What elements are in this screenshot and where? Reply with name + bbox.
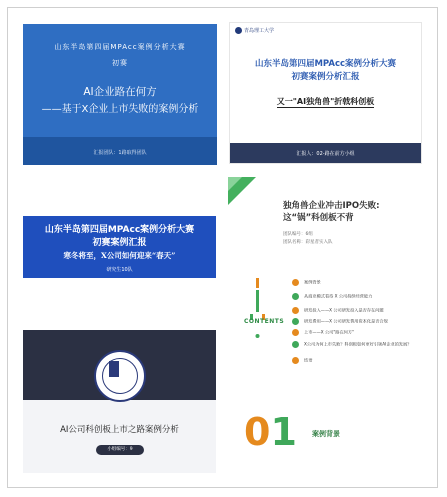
contents-decoration-icon xyxy=(240,276,275,341)
contents-number-badge xyxy=(292,279,299,286)
light-green-corner-decoration xyxy=(228,177,242,191)
slide-4-team-number: 团队编号：6组 xyxy=(283,232,313,237)
contents-number-badge xyxy=(292,341,299,348)
slide-thumbnail-1[interactable] xyxy=(23,24,217,165)
slide-4-title-line2: 这“锅”科创板不背 xyxy=(283,213,354,223)
university-emblem-icon xyxy=(235,27,242,34)
slide-4-title-line1: 独角兽企业冲击IPO失败: xyxy=(283,201,380,211)
slide-1-title-line1: AI企业路在何方 xyxy=(83,86,157,98)
slide-2-title-line1: 山东半岛第四届MPAcc案例分析大赛 xyxy=(254,59,397,69)
seal-inner-ring xyxy=(102,358,138,394)
slide-6-team-pill: 小组编号：9 xyxy=(96,445,144,455)
section-number: 01 xyxy=(244,410,297,454)
slide-3-group: 研究生10队 xyxy=(106,267,133,273)
contents-number-badge xyxy=(292,318,299,325)
contents-item: 从商业模式看待 X 公司持续经营能力 xyxy=(292,293,372,301)
slide-1-header-line2: 初赛 xyxy=(112,59,128,67)
slide-thumbnail-7[interactable] xyxy=(230,402,422,474)
slide-1-title-line2: ——基于X企业上市失败的案例分析 xyxy=(41,104,199,115)
contents-item: 研发费用——X 公司研发费用资本化是否合规 xyxy=(292,318,388,326)
slide-3-title-line2: 初赛案例汇报 xyxy=(92,238,147,248)
contents-number-badge xyxy=(292,307,299,314)
contents-number-badge xyxy=(292,293,299,300)
contents-heading: CONTENTS xyxy=(244,318,285,325)
slide-6-title: AI公司科创板上市之路案例分析 xyxy=(60,425,179,435)
contents-number-badge xyxy=(292,357,299,364)
contents-item: X公司为何上市失败？科创板如何更好引领AI企业的发展？ xyxy=(292,341,411,349)
contents-number-badge xyxy=(292,329,299,336)
slide-3-title-line1: 山东半岛第四届MPAcc案例分析大赛 xyxy=(44,225,195,235)
contents-item: 上市——X 公司"路在何方" xyxy=(292,329,354,337)
slide-thumbnail-6[interactable] xyxy=(23,330,216,473)
university-logo-text: 青岛理工大学 xyxy=(244,28,275,34)
slide-4-team-name: 团队名称：彩星者实入队 xyxy=(283,240,333,245)
contents-item: 研发投入——X 公司研发投入是否存在问题 xyxy=(292,307,384,315)
slide-3-slogan: 寒冬将至，X公司如何迎来“春天” xyxy=(63,251,176,260)
slide-2-subtitle: 又一"AI独角兽"折戟科创板 xyxy=(276,97,375,106)
slide-2-footer-text: 汇报人：02-路在前方小组 xyxy=(296,151,355,157)
section-label: 案例背景 xyxy=(312,430,340,438)
seal-building-icon xyxy=(109,361,119,377)
contents-item: 结语 xyxy=(292,357,312,365)
slide-thumbnail-5[interactable] xyxy=(230,273,422,385)
slide-1-footer-text: 汇报团队：1路取得团队 xyxy=(93,150,147,156)
university-seal-icon xyxy=(94,350,146,402)
slide-thumbnail-2[interactable] xyxy=(229,22,422,164)
slide-1-header-line1: 山东半岛第四届MPAcc案例分析大赛 xyxy=(54,43,186,51)
slide-thumbnail-3[interactable] xyxy=(23,178,216,320)
university-logo xyxy=(235,27,274,34)
slide-2-title-line2: 初赛案例分析汇报 xyxy=(291,72,360,82)
contents-item: 案例背景 xyxy=(292,279,321,287)
